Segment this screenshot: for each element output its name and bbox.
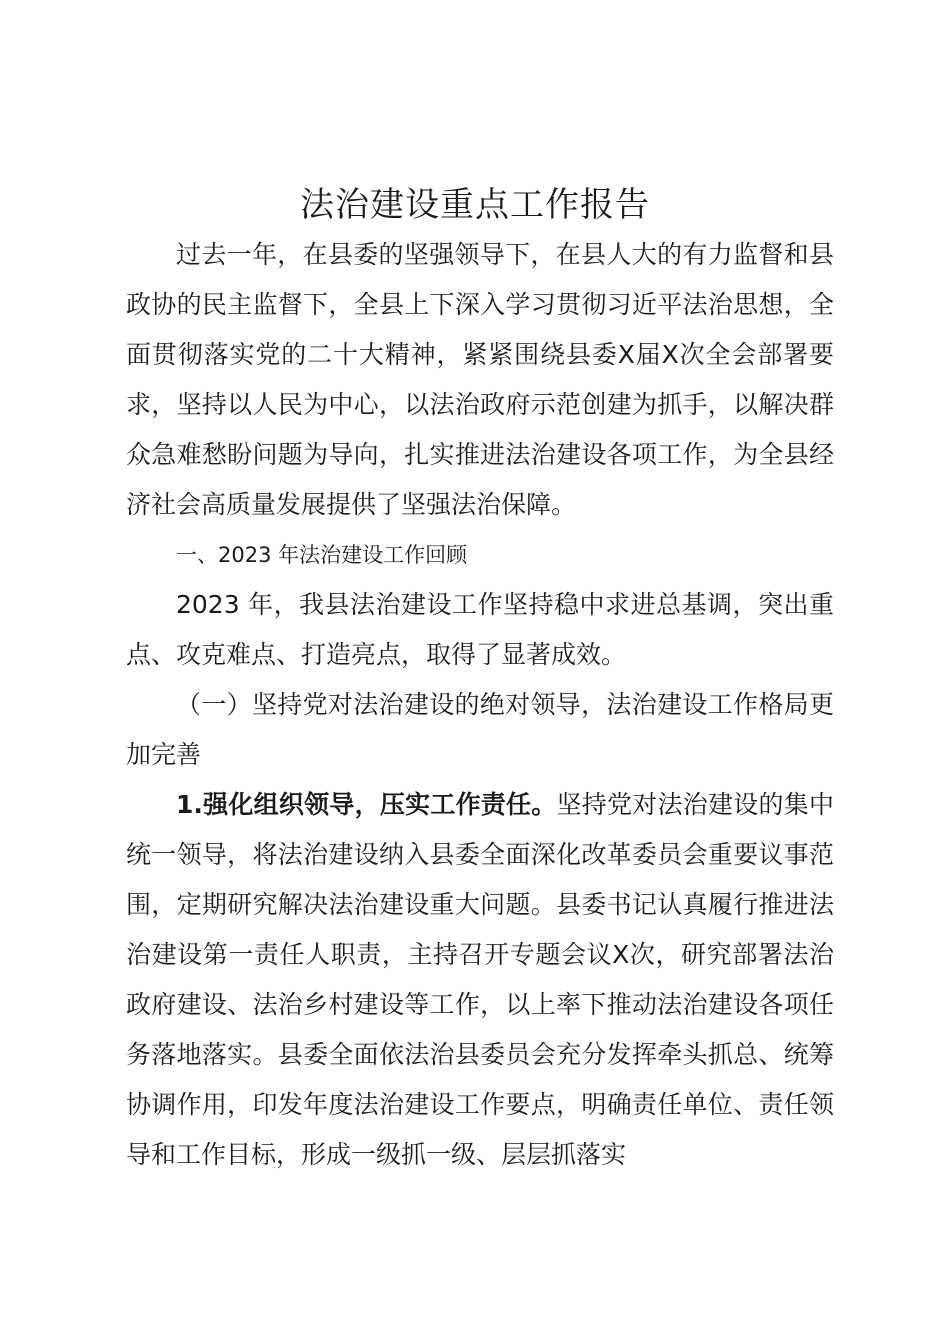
section-heading: 一、2023 年法治建设工作回顾 <box>176 543 468 567</box>
section-paragraph: 2023 年，我县法治建设工作坚持稳中求进总基调，突出重点、攻克难点、打造亮点，取得了显著成效。 <box>126 590 834 669</box>
intro-paragraph: 过去一年，在县委的坚强领导下，在县人大的有力监督和县政协的民主监督下，全县上下深入学习贯彻习近平法治思想，全面贯彻落实党的二十大精神，紧紧围绕县委Ⅹ届Ⅹ次全会部署要求，坚持以人民为中心，以法治政府示范创建为抓手，以解决群众急难愁盼问题为导向，扎实推进法治建设各项工作，为全县经济社会高质量发展提供了坚强法治保障。 <box>126 240 834 519</box>
item-body-text: 坚持党对法治建设的集中统一领导，将法治建设纳入县委全面深化改革委员会重要议事范围，定期研究解决法治建设重大问题。县委书记认真履行推进法治建设第一责任人职责，主持召开专题会议Ⅹ次，研究部署法治政府建设、法治乡村建设等工作，以上率下推动法治建设各项任务落地落实。县委全面依法治县委员会充分发挥牵头抓总、统筹协调作用，印发年度法治建设工作要点，明确责任单位、责任领导和工作目标，形成一级抓一级、层层抓落实 <box>126 790 834 1169</box>
document-title: 法治建设重点工作报告 <box>300 185 650 225</box>
subsection-heading: （一）坚持党对法治建设的绝对领导，法治建设工作格局更加完善 <box>126 690 834 769</box>
item-paragraph <box>126 780 834 1180</box>
item-lead-text: 1.强化组织领导，压实工作责任。 <box>176 790 557 819</box>
